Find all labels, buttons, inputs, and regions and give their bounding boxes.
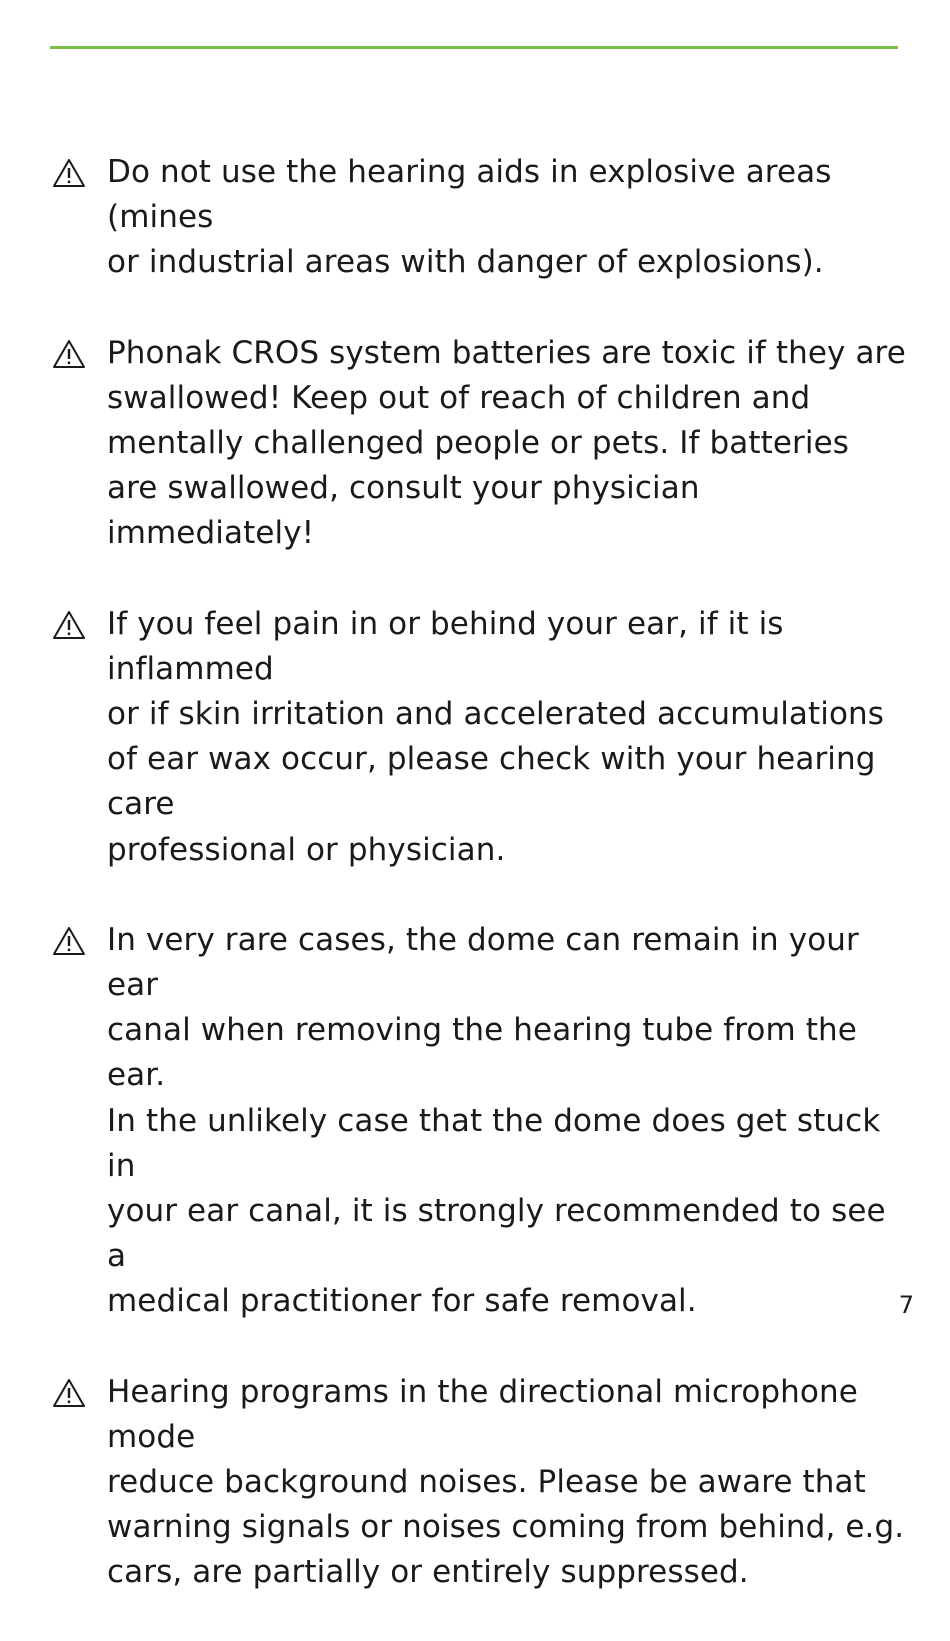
warning-text: Phonak CROS system batteries are toxic if they are swallowed! Keep out of reach of children and mentally challenged people or pets. If batteries are swallowed, consult your physician immediately! bbox=[107, 334, 906, 552]
warning-text: Hearing programs in the directional microphone mode reduce background noises. Please be aware that warning signals or noises coming from behind, e.g. cars, are partially or entirely suppressed. bbox=[107, 1373, 905, 1591]
warning-triangle-icon bbox=[52, 610, 86, 640]
warning-text: Do not use the hearing aids in explosive areas (mines or industrial areas with danger of explosions). bbox=[107, 154, 832, 281]
warning-item bbox=[52, 1370, 912, 1596]
warning-item bbox=[52, 918, 912, 1325]
warning-triangle-icon bbox=[52, 339, 86, 369]
warning-list bbox=[52, 150, 912, 1641]
warning-item bbox=[52, 331, 912, 557]
warning-item bbox=[52, 602, 912, 873]
page-number: 7 bbox=[898, 1291, 914, 1319]
warning-triangle-icon bbox=[52, 926, 86, 956]
warning-text: In very rare cases, the dome can remain in your ear canal when removing the hearing tube from the ear. In the unlikely case that the dome does get stuck in your ear canal, it is strongly recommended to see a medical practitioner for safe removal. bbox=[107, 921, 886, 1320]
warning-triangle-icon bbox=[52, 158, 86, 188]
warning-item bbox=[52, 150, 912, 286]
top-divider bbox=[50, 46, 898, 49]
warning-text: If you feel pain in or behind your ear, if it is inflammed or if skin irritation and accelerated accumulations of ear wax occur, please check with your hearing care professional or physician. bbox=[107, 605, 885, 868]
warning-triangle-icon bbox=[52, 1378, 86, 1408]
